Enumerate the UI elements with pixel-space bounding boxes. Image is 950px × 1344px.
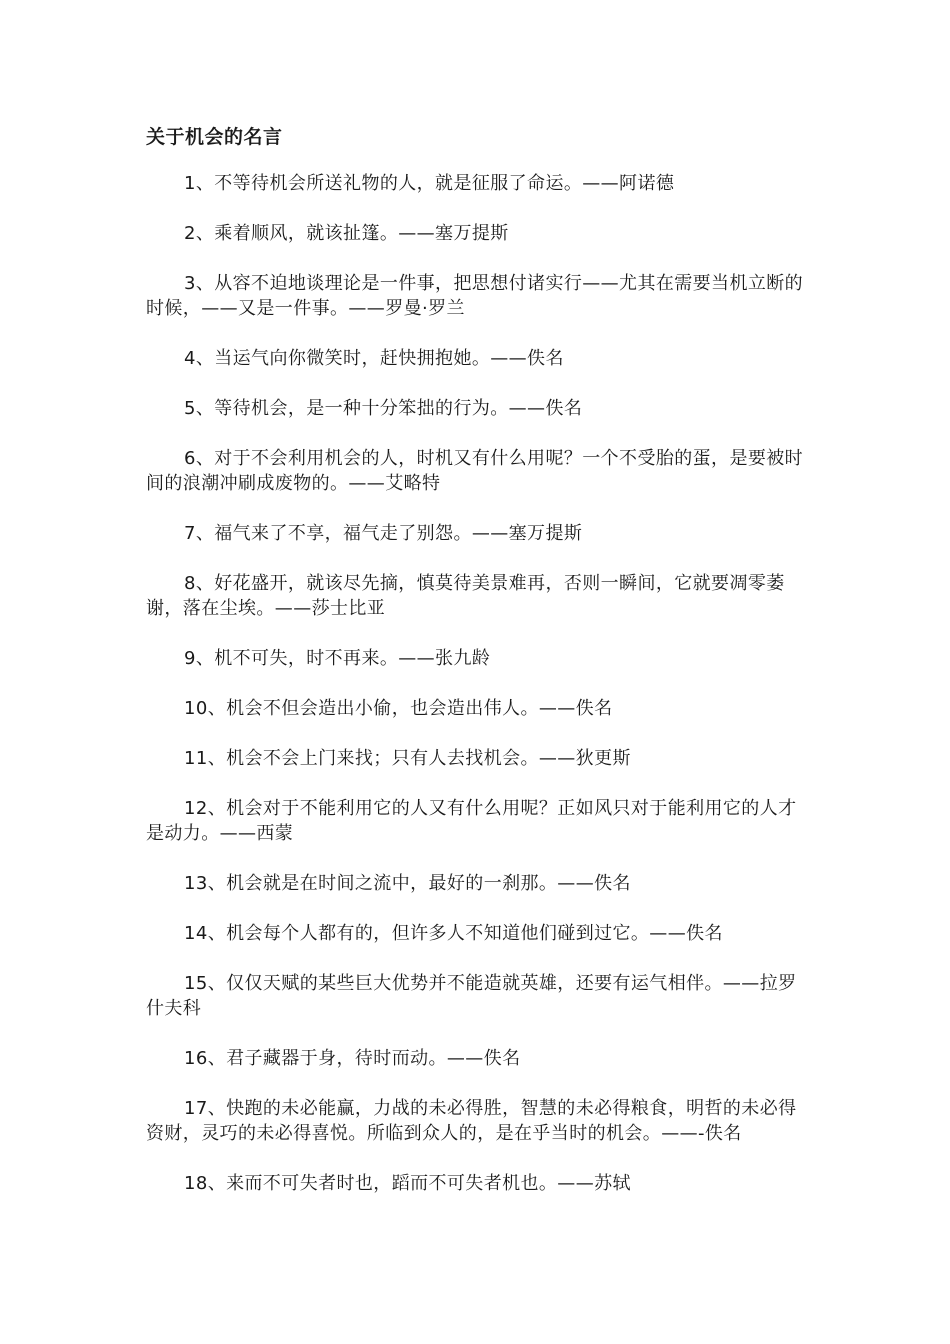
quote-item: 10、机会不但会造出小偷，也会造出伟人。——佚名: [184, 698, 613, 719]
quote-item: 2、乘着顺风，就该扯篷。——塞万提斯: [184, 223, 509, 244]
quote-item: 12、机会对于不能利用它的人又有什么用呢？正如风只对于能利用它的人才是动力。——西蒙: [146, 798, 797, 844]
quote-item: 11、机会不会上门来找；只有人去找机会。——狄更斯: [184, 748, 631, 769]
quote-list: [146, 171, 810, 1221]
quote-item: 18、来而不可失者时也，蹈而不可失者机也。——苏轼: [184, 1173, 631, 1194]
quote-item: 9、机不可失，时不再来。——张九龄: [184, 648, 491, 669]
quote-item: 7、福气来了不享，福气走了别怨。——塞万提斯: [184, 523, 583, 544]
quote-item: 14、机会每个人都有的，但许多人不知道他们碰到过它。——佚名: [184, 923, 723, 944]
quote-item: 5、等待机会，是一种十分笨拙的行为。——佚名: [184, 398, 583, 419]
quote-item: 15、仅仅天赋的某些巨大优势并不能造就英雄，还要有运气相伴。——拉罗什夫科: [146, 973, 797, 1019]
document-title: 关于机会的名言: [146, 126, 283, 148]
quote-item: 13、机会就是在时间之流中，最好的一刹那。——佚名: [184, 873, 631, 894]
quote-item: 6、对于不会利用机会的人，时机又有什么用呢？一个不受胎的蛋，是要被时间的浪潮冲刷成废物的。——艾略特: [146, 448, 804, 494]
quote-item: 1、不等待机会所送礼物的人，就是征服了命运。——阿诺德: [184, 173, 675, 194]
quote-item: 17、快跑的未必能赢，力战的未必得胜，智慧的未必得粮食，明哲的未必得资财，灵巧的未必得喜悦。所临到众人的，是在乎当时的机会。——-佚名: [146, 1098, 797, 1144]
quote-item: 3、从容不迫地谈理论是一件事，把思想付诸实行——尤其在需要当机立断的时候，——又是一件事。——罗曼·罗兰: [146, 273, 804, 319]
quote-item: 8、好花盛开，就该尽先摘，慎莫待美景难再，否则一瞬间，它就要凋零萎谢，落在尘埃。——莎士比亚: [146, 573, 785, 619]
quote-item: 4、当运气向你微笑时，赶快拥抱她。——佚名: [184, 348, 564, 369]
quote-item: 16、君子藏器于身，待时而动。——佚名: [184, 1048, 521, 1069]
